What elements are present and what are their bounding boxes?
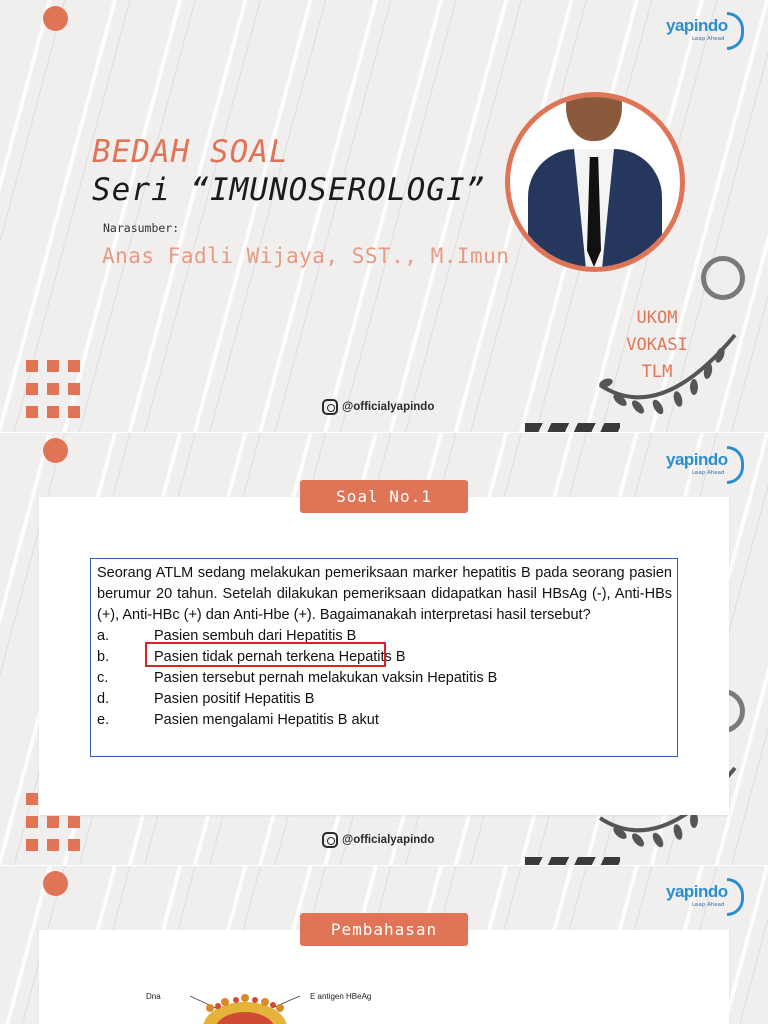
decor-dot — [43, 6, 68, 31]
diagram-label-hbeag: E antigen HBeAg — [310, 992, 372, 1001]
slide-question — [0, 433, 768, 865]
yapindo-logo: yapindo Leap Ahead — [666, 444, 744, 486]
discussion-badge: Pembahasan — [300, 913, 468, 946]
decor-square-grid — [26, 360, 86, 420]
speaker-photo — [505, 92, 685, 272]
decor-stripes — [525, 857, 620, 865]
virus-illustration — [190, 988, 300, 1024]
slide-discussion — [0, 866, 768, 1024]
decor-stripes — [525, 423, 620, 432]
answer-highlight — [145, 642, 386, 667]
decor-ring — [701, 256, 745, 300]
speaker-name: Anas Fadli Wijaya, SST., M.Imun — [102, 244, 510, 268]
laurel-decor — [590, 325, 745, 420]
speaker-label: Narasumber: — [103, 221, 180, 235]
side-text: UKOM VOKASI TLM — [626, 308, 688, 382]
option-c[interactable]: c. Pasien tersebut pernah melakukan vaksin Hepatitis B — [97, 670, 498, 686]
option-b[interactable]: b. Pasien tidak pernah terkena Hepatits B — [97, 649, 406, 665]
question-text: Seorang ATLM sedang melakukan pemeriksaan marker hepatitis B pada seorang pasien berumur 20 tahun. Setelah dilakukan pemeriksaan didapatkan hasil HBsAg (-), Anti-HBs (+), Anti-HBc (+) dan Anti-Hbe (+). Bagaimanakah interpretasi hasil tersebut? — [97, 565, 672, 623]
option-e[interactable]: e. Pasien mengalami Hepatitis B akut — [97, 712, 379, 728]
option-a[interactable]: a. Pasien sembuh dari Hepatitis B — [97, 628, 357, 644]
slide-title-heading: BEDAH SOAL — [92, 134, 289, 170]
instagram-handle: @officialyapindo — [322, 832, 434, 848]
instagram-handle: @officialyapindo — [322, 399, 434, 415]
decor-dot — [43, 438, 68, 463]
hbv-diagram — [120, 984, 420, 1024]
yapindo-logo: yapindo Leap Ahead — [666, 876, 744, 918]
instagram-icon — [322, 399, 338, 415]
decor-dot — [43, 871, 68, 896]
slide-title — [0, 0, 768, 432]
option-d[interactable]: d. Pasien positif Hepatitis B — [97, 691, 315, 707]
yapindo-logo: yapindo Leap Ahead — [666, 10, 744, 52]
diagram-label-dna: Dna — [146, 992, 161, 1001]
instagram-icon — [322, 832, 338, 848]
question-number-badge: Soal No.1 — [300, 480, 468, 513]
question-box — [90, 558, 678, 757]
series-title: Seri “IMUNOSEROLOGI” — [92, 172, 486, 208]
